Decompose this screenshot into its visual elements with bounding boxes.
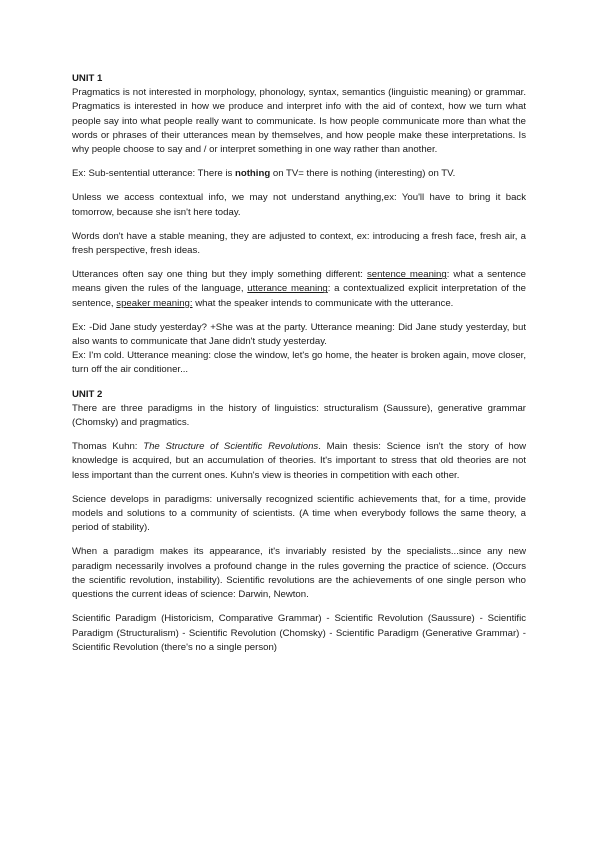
document-page xyxy=(72,72,526,655)
kuhn-paragraph: Thomas Kuhn: The Structure of Scientific Revolutions. Main thesis: Science isn't the story of how knowledge is acquired, but an accumulation of theories. It's important to stress that old theories are not less important than the current ones. Kuhn's view is theories in competition with each other. xyxy=(72,441,526,481)
pragmatics-definition-paragraph: Pragmatics is not interested in morphology, phonology, syntax, semantics (linguistic meaning) or grammar. Pragmatics is interested in how we produce and interpret info with the aid of context, how we turn what people say into what people really want to communicate. Is how people communicate more than what the words or phrases of their utterances mean by themselves, and how people make these interpretations. Is why people choose to say and / or interpret something in one way rather than another. xyxy=(72,87,526,156)
three-paradigms-paragraph: There are three paradigms in the history of linguistics: structuralism (Saussure), generative grammar (Chomsky) and pragmatics. xyxy=(72,402,526,429)
unit-2-heading: UNIT 2 xyxy=(72,388,103,400)
nothing-bold: nothing xyxy=(235,168,271,180)
kuhn-book-title: The Structure of Scientific Revolutions xyxy=(143,441,319,453)
words-meaning-paragraph: Words don't have a stable meaning, they are adjusted to context, ex: introducing a fresh face, fresh air, a fresh perspective, fresh ideas. xyxy=(72,230,526,257)
contextual-info-paragraph: Unless we access contextual info, we may not understand anything,ex: You'll have to bring it back tomorrow, because she isn't here today. xyxy=(72,192,526,218)
paradigm-chain-paragraph: Scientific Paradigm (Historicism, Comparative Grammar) - Scientific Revolution (Saussure) - Scientific Paradigm (Structuralism) - Scientific Revolution (Chomsky) - Scientific Paradigm (Generative Grammar) - Scientific Revolution (there's no a single person) xyxy=(72,613,526,653)
science-paradigms-paragraph: Science develops in paradigms: universally recognized scientific achievements that, for a time, provide models and solutions to a community of scientists. (A time when everybody follows the same theory, a period of stability). xyxy=(72,493,526,534)
speaker-meaning-term: speaker meaning: xyxy=(116,297,193,309)
cold-example: Ex: I'm cold. Utterance meaning: close the window, let's go home, the heater is broken again, move closer, turn off the air conditioner... xyxy=(72,350,526,376)
utterance-meaning-term: utterance meaning xyxy=(247,283,328,295)
unit-1-heading: UNIT 1 xyxy=(72,73,103,84)
utterances-paragraph: Utterances often say one thing but they imply something different: sentence meaning: what a sentence means given the rules of the language, utterance meaning: a contextualized explicit interpretation of the sentence, speaker meaning: what the speaker intends to communicate with the utterance. xyxy=(72,269,527,309)
paradigm-appearance-paragraph: When a paradigm makes its appearance, it's invariably resisted by the specialists...since any new paradigm necessarily involves a profound change in the rules governing the practice of science. (Occurs the scientific revolution, instability). Scientific revolutions are the achievements of one single person who questions the current ideas of science: Darwin, Newton. xyxy=(72,546,526,601)
sub-sentential-example: Ex: Sub-sentential utterance: There is nothing on TV= there is nothing (interesting) on TV. xyxy=(72,168,456,180)
sentence-meaning-term: sentence meaning xyxy=(366,269,447,281)
jane-example: Ex: -Did Jane study yesterday? +She was at the party. Utterance meaning: Did Jane study yesterday, but also wants to communicate that Jane didn't study yesterday. xyxy=(72,321,526,348)
